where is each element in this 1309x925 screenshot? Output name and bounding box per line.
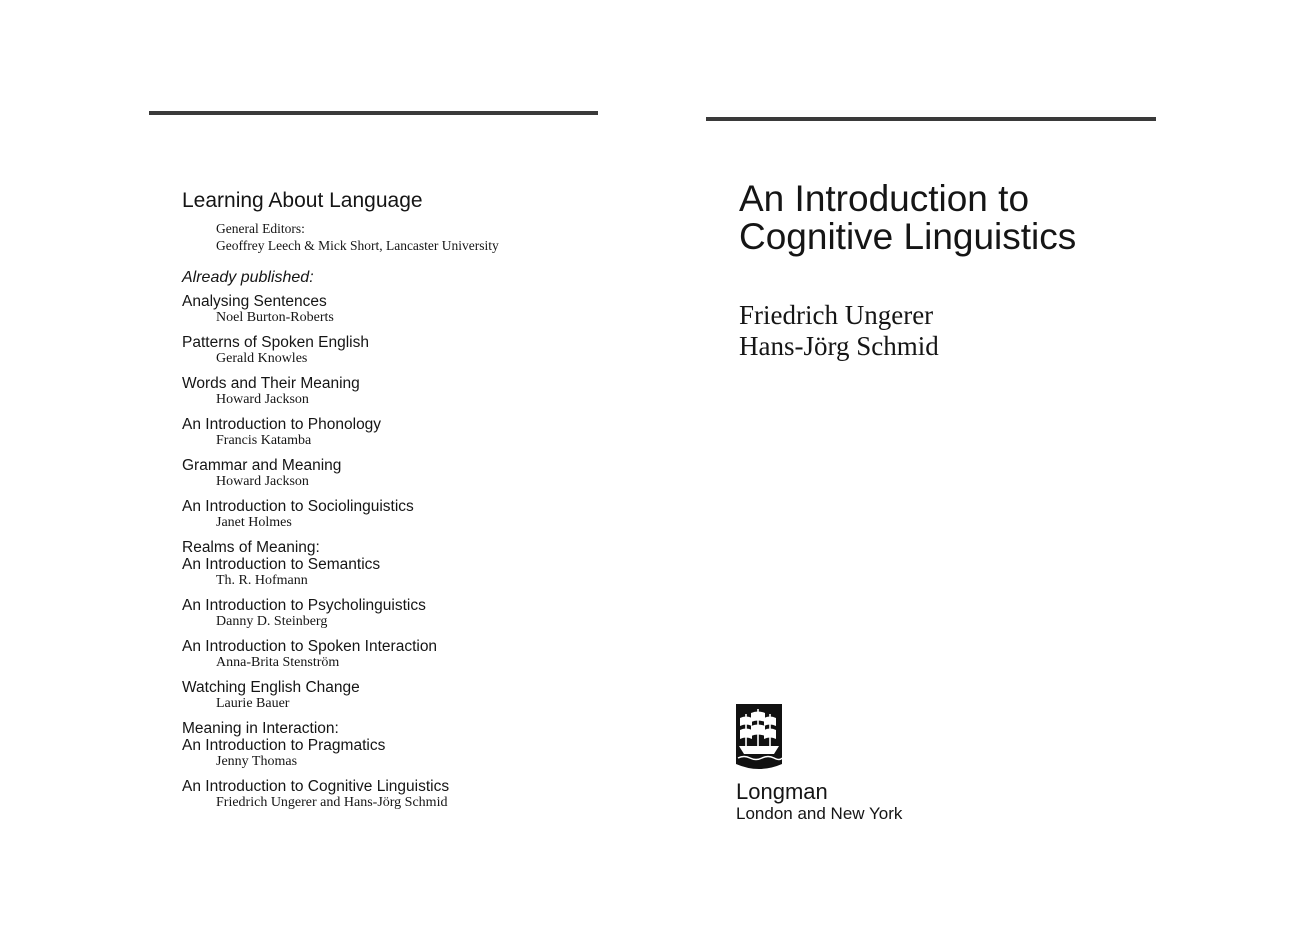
publisher-location: London and New York xyxy=(736,804,903,823)
publisher-name: Longman xyxy=(736,779,828,804)
book-title: An Introduction to Psycholinguistics xyxy=(182,597,426,614)
published-books-list xyxy=(182,293,602,811)
title-line-1: An Introduction to xyxy=(739,178,1030,219)
book-entry xyxy=(182,334,602,367)
book-entry xyxy=(182,778,602,811)
book-author: Th. R. Hofmann xyxy=(216,573,308,588)
book-title: An Introduction to Sociolinguistics xyxy=(182,498,414,515)
book-title: Realms of Meaning: An Introduction to Semantics xyxy=(182,539,381,573)
book-author: Gerald Knowles xyxy=(216,351,308,366)
book-entry xyxy=(182,457,602,490)
publisher-block xyxy=(736,780,902,824)
book-author: Jenny Thomas xyxy=(216,754,298,769)
general-editors xyxy=(216,220,602,254)
series-title: Learning About Language xyxy=(182,189,423,212)
book-title: Meaning in Interaction: An Introduction to Pragmatics xyxy=(182,720,386,754)
book-entry xyxy=(182,293,602,326)
book-title: An Introduction to Cognitive Linguistics xyxy=(182,778,450,795)
already-published-heading: Already published: xyxy=(182,269,314,286)
book-author: Danny D. Steinberg xyxy=(216,614,328,629)
book-author: Anna-Brita Stenström xyxy=(216,655,340,670)
author-name: Hans-Jörg Schmid xyxy=(739,331,939,361)
left-top-rule xyxy=(149,111,598,115)
book-author: Janet Holmes xyxy=(216,515,292,530)
book-author: Howard Jackson xyxy=(216,474,309,489)
book-title: Words and Their Meaning xyxy=(182,375,360,392)
book-author: Friedrich Ungerer and Hans-Jörg Schmid xyxy=(216,795,448,810)
book-author: Laurie Bauer xyxy=(216,696,290,711)
ship-logo-icon xyxy=(736,704,782,770)
book-entry xyxy=(182,679,602,712)
book-title: An Introduction to Spoken Interaction xyxy=(182,638,438,655)
book-entry xyxy=(182,638,602,671)
title-line-2: Cognitive Linguistics xyxy=(739,216,1077,257)
book-entry xyxy=(182,539,602,589)
author-name: Friedrich Ungerer xyxy=(739,300,934,330)
book-title: Patterns of Spoken English xyxy=(182,334,369,351)
book-title-heading xyxy=(739,180,1239,256)
book-author: Francis Katamba xyxy=(216,433,312,448)
book-title: Analysing Sentences xyxy=(182,293,327,310)
book-title: Grammar and Meaning xyxy=(182,457,342,474)
book-title: An Introduction to Phonology xyxy=(182,416,382,433)
book-author: Howard Jackson xyxy=(216,392,309,407)
book-authors xyxy=(739,300,939,362)
book-author: Noel Burton-Roberts xyxy=(216,310,334,325)
book-entry xyxy=(182,416,602,449)
book-entry xyxy=(182,498,602,531)
series-page xyxy=(182,188,602,819)
right-top-rule xyxy=(706,117,1156,121)
book-entry xyxy=(182,375,602,408)
book-entry xyxy=(182,720,602,770)
editors-label: General Editors: xyxy=(216,221,305,236)
book-entry xyxy=(182,597,602,630)
book-title: Watching English Change xyxy=(182,679,360,696)
editors-names: Geoffrey Leech & Mick Short, Lancaster University xyxy=(216,238,499,253)
